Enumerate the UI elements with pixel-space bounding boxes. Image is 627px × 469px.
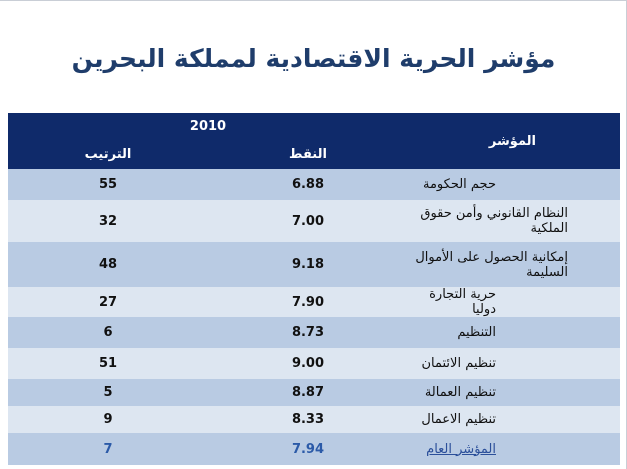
table-row [8,200,620,242]
points-cell: 9.18 [208,242,408,287]
table-row [8,287,620,317]
indicator-cell: النظام القانوني وأمن حقوق الملكية [408,200,620,242]
header-indicator: المؤشر [408,113,620,169]
table-row [8,242,620,287]
total-indicator-link[interactable]: المؤشر العام [426,441,496,457]
rank-cell: 55 [8,169,208,200]
points-cell: 8.73 [208,317,408,348]
points-cell: 9.00 [208,348,408,379]
indicator-cell: تنظيم العمالة [408,379,620,406]
indicator-cell: التنظيم [408,317,620,348]
total-rank-cell: 7 [8,433,208,465]
freedom-index-table [8,113,620,465]
header-rank: الترتيب [8,139,208,169]
points-cell: 7.90 [208,287,408,317]
rank-cell: 51 [8,348,208,379]
table-row [8,317,620,348]
indicator-cell: تنظيم الاعمال [408,406,620,433]
rank-cell: 9 [8,406,208,433]
table-row [8,169,620,200]
points-cell: 7.00 [208,200,408,242]
total-indicator-cell [408,433,620,465]
header-points: النقط [208,139,408,169]
rank-cell: 27 [8,287,208,317]
points-cell: 8.87 [208,379,408,406]
indicator-cell: حرية التجارة دوليا [408,287,620,317]
rank-cell: 32 [8,200,208,242]
points-cell: 8.33 [208,406,408,433]
table-row [8,348,620,379]
total-points-cell: 7.94 [208,433,408,465]
header-year: 2010 [8,113,408,139]
header-row-year [8,113,620,139]
page-title: مؤشر الحرية الاقتصادية لمملكة البحرين [71,44,556,73]
table-row [8,406,620,433]
indicator-cell: حجم الحكومة [408,169,620,200]
total-row [8,433,620,465]
table-row [8,379,620,406]
points-cell: 6.88 [208,169,408,200]
indicator-cell: إمكانية الحصول على الأموال السليمة [408,242,620,287]
indicator-cell: تنظيم الائتمان [408,348,620,379]
rank-cell: 6 [8,317,208,348]
rank-cell: 48 [8,242,208,287]
rank-cell: 5 [8,379,208,406]
